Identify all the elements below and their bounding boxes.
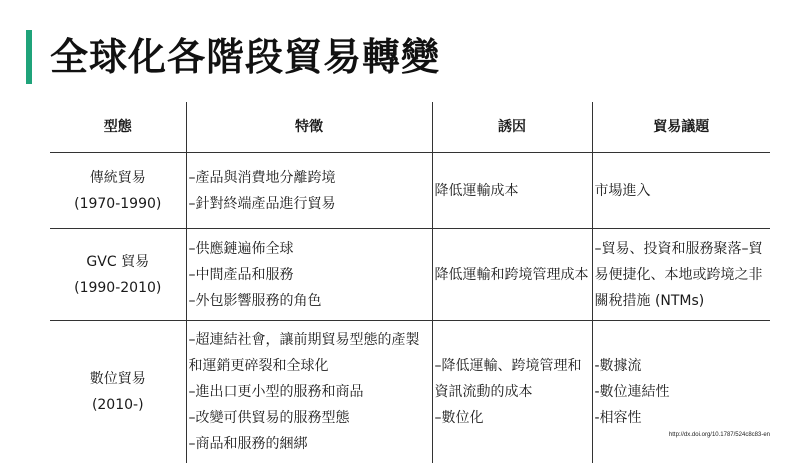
incentive-item: –數位化 [435, 405, 590, 431]
row-incentive-cell [432, 153, 592, 229]
type-label: 數位貿易 [50, 366, 186, 392]
feature-item: –商品和服務的綑綁 [189, 431, 430, 457]
issue-item: -數位連結性 [595, 379, 769, 405]
feature-item: –外包影響服務的角色 [189, 288, 430, 314]
header-incentive: 誘因 [432, 102, 592, 153]
issue-item: -數據流 [595, 353, 769, 379]
title-accent-bar [26, 30, 32, 84]
issues-text: 市場進入 [595, 183, 651, 199]
table-row [50, 321, 770, 463]
type-period: (1990-2010) [50, 275, 186, 301]
incentive-text: 降低運輸和跨境管理成本 [435, 267, 589, 283]
row-issues-cell [592, 321, 770, 463]
source-doi-link[interactable]: http://dx.doi.org/10.1787/524c8c83-en [669, 432, 770, 438]
row-incentive-cell [432, 321, 592, 463]
feature-item: –改變可供貿易的服務型態 [189, 405, 430, 431]
row-issues-cell [592, 153, 770, 229]
feature-item: –供應鏈遍佈全球 [189, 236, 430, 262]
incentive-text: 降低運輸成本 [435, 183, 519, 199]
row-type-cell [50, 321, 186, 463]
type-label: GVC 貿易 [50, 249, 186, 275]
row-issues-cell [592, 229, 770, 321]
row-incentive-cell [432, 229, 592, 321]
table-row [50, 153, 770, 229]
header-issues: 貿易議題 [592, 102, 770, 153]
incentive-item: –降低運輸、跨境管理和資訊流動的成本 [435, 353, 590, 405]
feature-item: –針對終端產品進行貿易 [189, 191, 430, 217]
row-type-cell [50, 153, 186, 229]
row-features-cell [186, 321, 432, 463]
type-label: 傳統貿易 [50, 165, 186, 191]
page-title: 全球化各階段貿易轉變 [50, 30, 440, 84]
header-features: 特徵 [186, 102, 432, 153]
type-period: (1970-1990) [50, 191, 186, 217]
globalization-trade-table [50, 102, 770, 463]
issues-text: –貿易、投資和服務聚落–貿易便捷化、本地或跨境之非關稅措施 (NTMs) [595, 241, 763, 309]
type-period: (2010-) [50, 392, 186, 418]
feature-item: –超連結社會，讓前期貿易型態的產製和運銷更碎裂和全球化 [189, 327, 430, 379]
issue-item: -相容性 [595, 405, 769, 431]
table-header-row [50, 102, 770, 153]
header-type: 型態 [50, 102, 186, 153]
row-type-cell [50, 229, 186, 321]
feature-item: –進出口更小型的服務和商品 [189, 379, 430, 405]
row-features-cell [186, 229, 432, 321]
table-row [50, 229, 770, 321]
feature-item: –中間產品和服務 [189, 262, 430, 288]
feature-item: –產品與消費地分離跨境 [189, 165, 430, 191]
row-features-cell [186, 153, 432, 229]
